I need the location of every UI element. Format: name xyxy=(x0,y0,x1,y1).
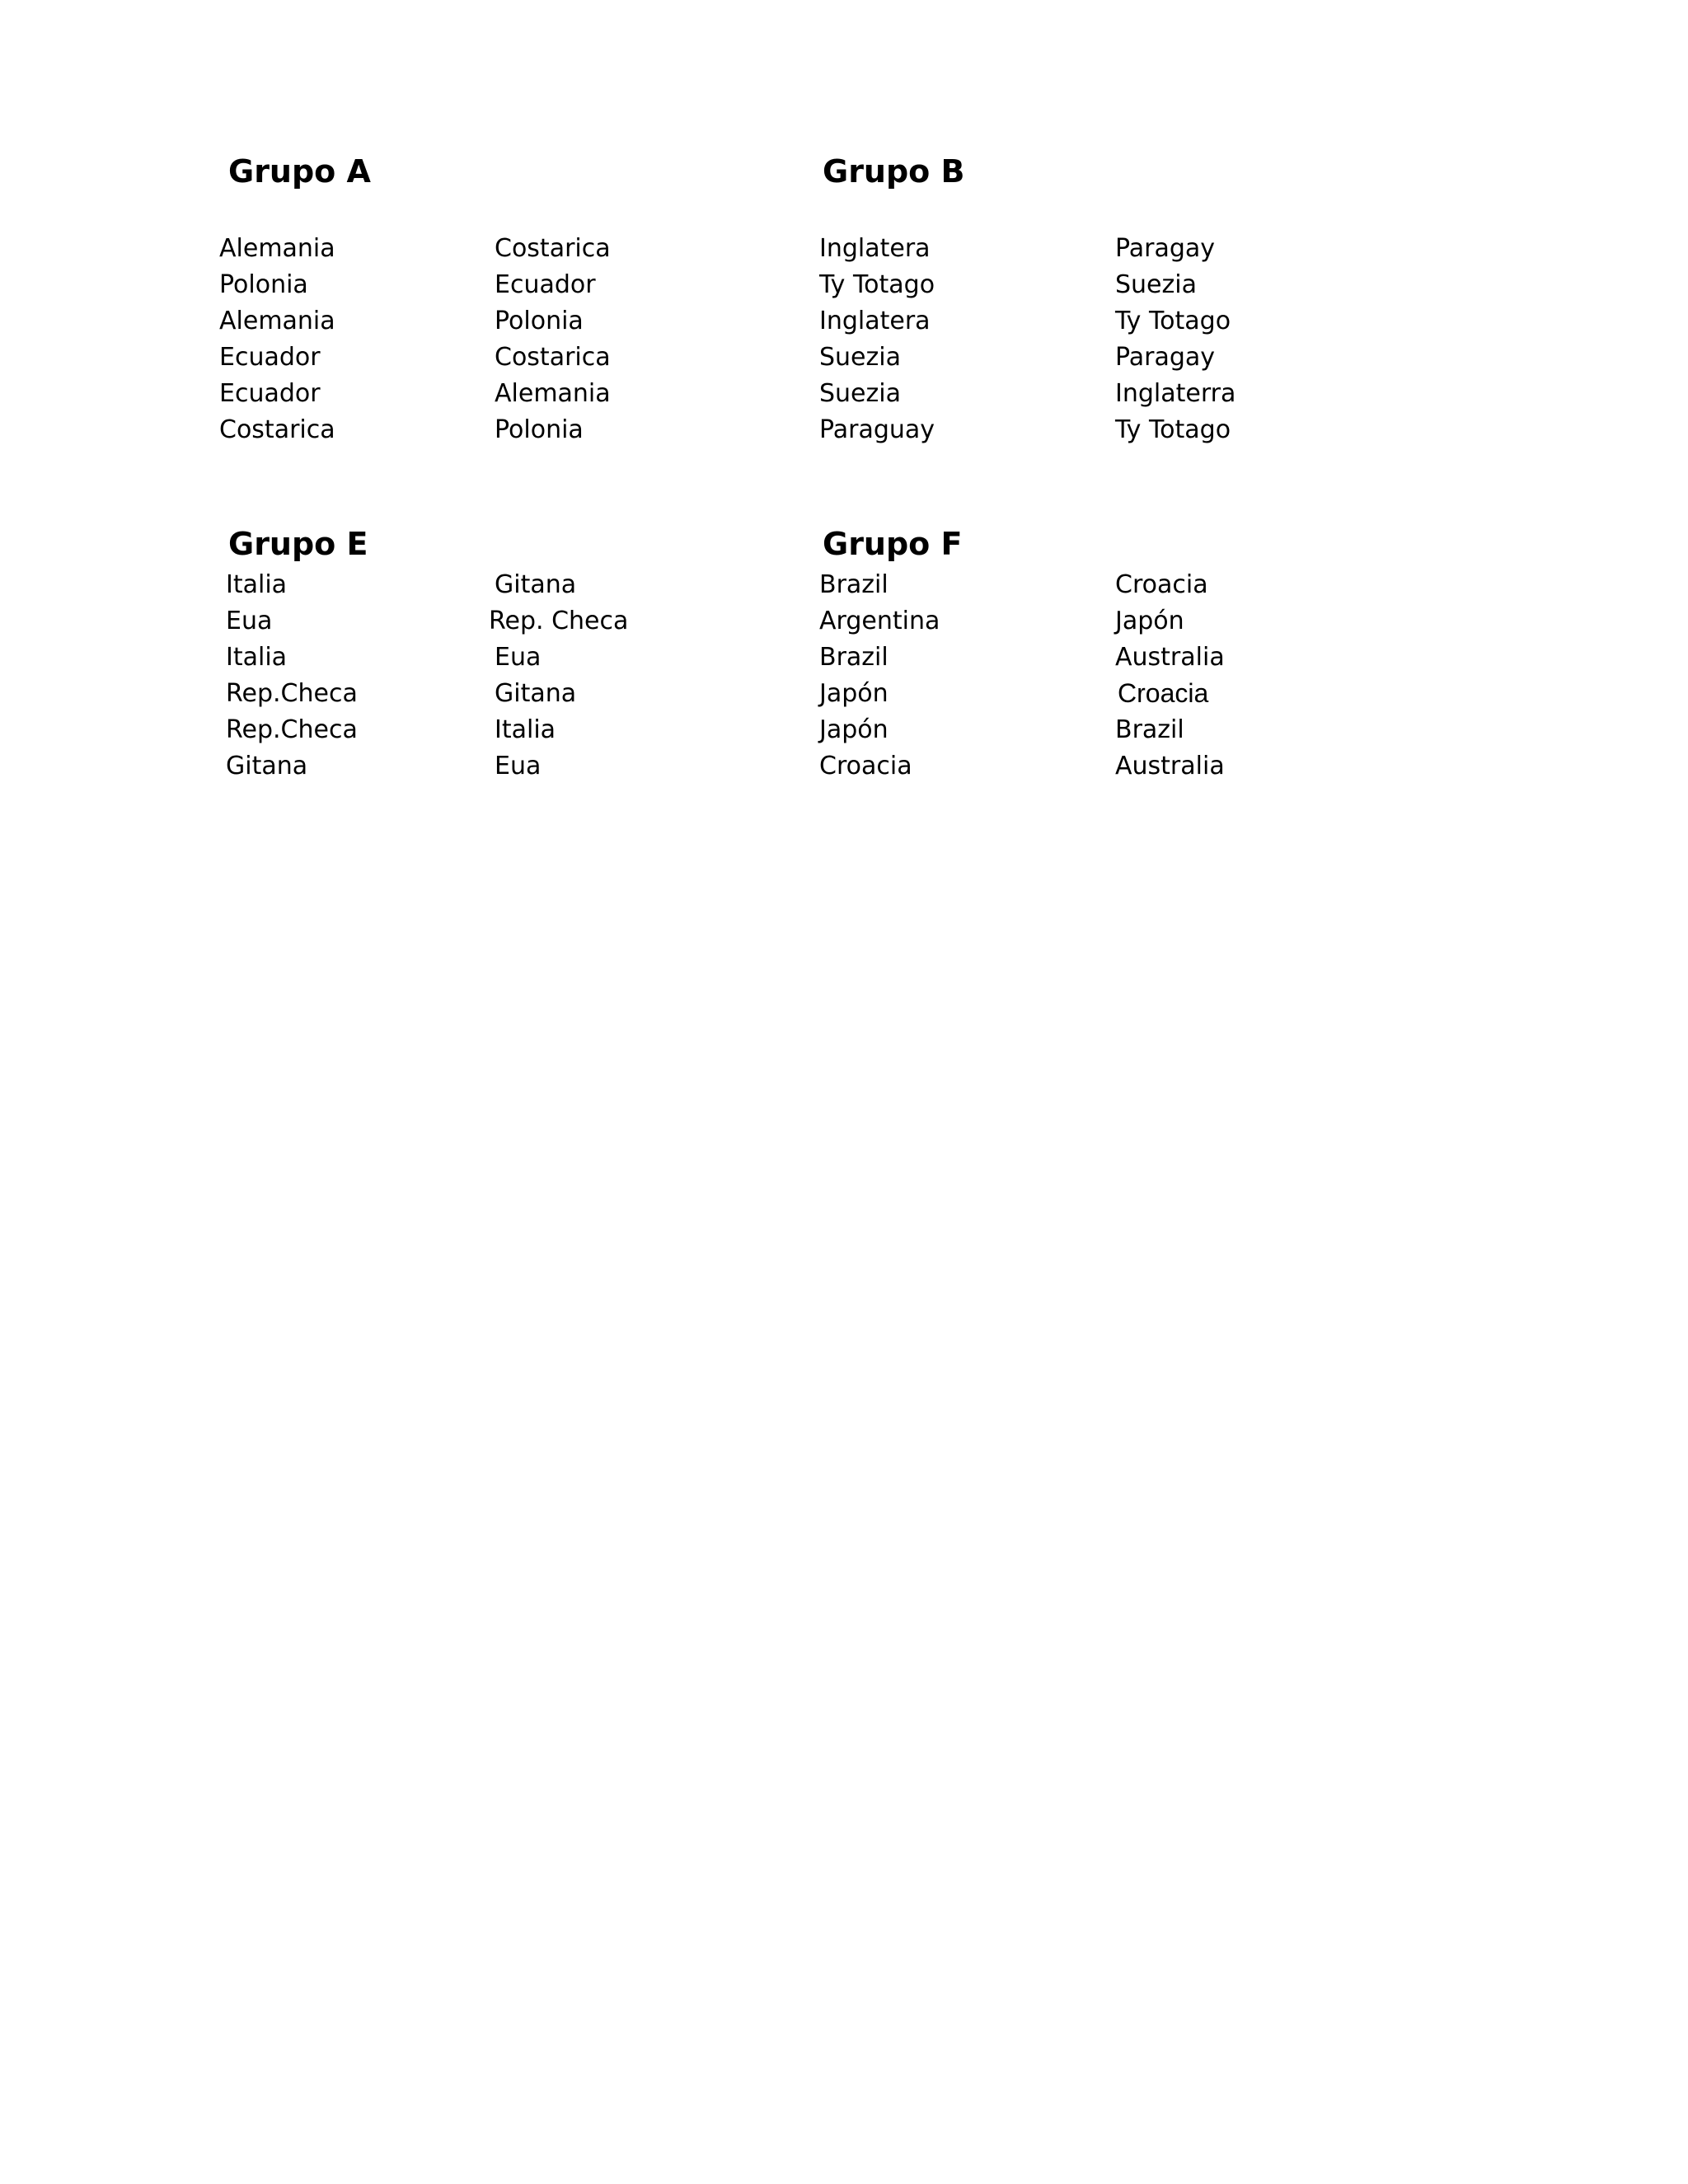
group-f-team: Croacia xyxy=(819,752,912,780)
group-a-team: Costarica xyxy=(219,415,335,444)
group-e-team: Eua xyxy=(226,607,273,635)
group-f-team: Australia xyxy=(1115,643,1225,672)
group-b-team: Suezia xyxy=(819,379,901,408)
group-f-team: Croacia xyxy=(1118,678,1209,708)
group-b-team: Inglatera xyxy=(819,234,931,263)
group-e-team: Gitana xyxy=(495,570,577,599)
group-a-team: Alemania xyxy=(219,234,335,263)
group-f-team: Argentina xyxy=(819,607,940,635)
group-a-team: Alemania xyxy=(495,379,611,408)
group-e-team: Rep.Checa xyxy=(226,715,358,744)
group-f-team: Croacia xyxy=(1115,570,1208,599)
group-e-team: Rep. Checa xyxy=(489,607,629,635)
group-b-team: Ty Totago xyxy=(1115,307,1231,335)
group-a-team: Ecuador xyxy=(219,379,321,408)
group-b-team: Ty Totago xyxy=(819,270,935,299)
group-b-team: Suezia xyxy=(819,343,901,372)
group-a-team: Polonia xyxy=(495,415,584,444)
group-f-team: Japón xyxy=(819,715,889,744)
group-e-team: Eua xyxy=(495,643,542,672)
group-a-title: Grupo A xyxy=(228,153,371,190)
group-a-team: Polonia xyxy=(219,270,308,299)
group-f-team: Brazil xyxy=(819,570,889,599)
group-b-team: Paraguay xyxy=(819,415,935,444)
group-f-team: Australia xyxy=(1115,752,1225,780)
group-e-team: Gitana xyxy=(495,679,577,708)
group-f-team: Japón xyxy=(819,679,889,708)
group-a-team: Ecuador xyxy=(219,343,321,372)
group-b-team: Inglatera xyxy=(819,307,931,335)
group-e-team: Italia xyxy=(226,643,288,672)
group-a-team: Ecuador xyxy=(495,270,596,299)
group-e-team: Italia xyxy=(226,570,288,599)
group-b-team: Paragay xyxy=(1115,343,1216,372)
group-e-team: Rep.Checa xyxy=(226,679,358,708)
group-b-team: Paragay xyxy=(1115,234,1216,263)
group-a-team: Costarica xyxy=(495,343,611,372)
group-a-team: Costarica xyxy=(495,234,611,263)
group-f-team: Brazil xyxy=(819,643,889,672)
group-e-team: Gitana xyxy=(226,752,308,780)
group-f-team: Japón xyxy=(1115,607,1184,635)
group-e-team: Italia xyxy=(495,715,556,744)
group-b-team: Inglaterra xyxy=(1115,379,1236,408)
group-a-team: Alemania xyxy=(219,307,335,335)
group-b-title: Grupo B xyxy=(823,153,965,190)
group-f-team: Brazil xyxy=(1115,715,1184,744)
group-f-title: Grupo F xyxy=(823,526,963,562)
group-b-team: Ty Totago xyxy=(1115,415,1231,444)
group-e-title: Grupo E xyxy=(228,526,368,562)
group-a-team: Polonia xyxy=(495,307,584,335)
group-b-team: Suezia xyxy=(1115,270,1197,299)
group-e-team: Eua xyxy=(495,752,542,780)
